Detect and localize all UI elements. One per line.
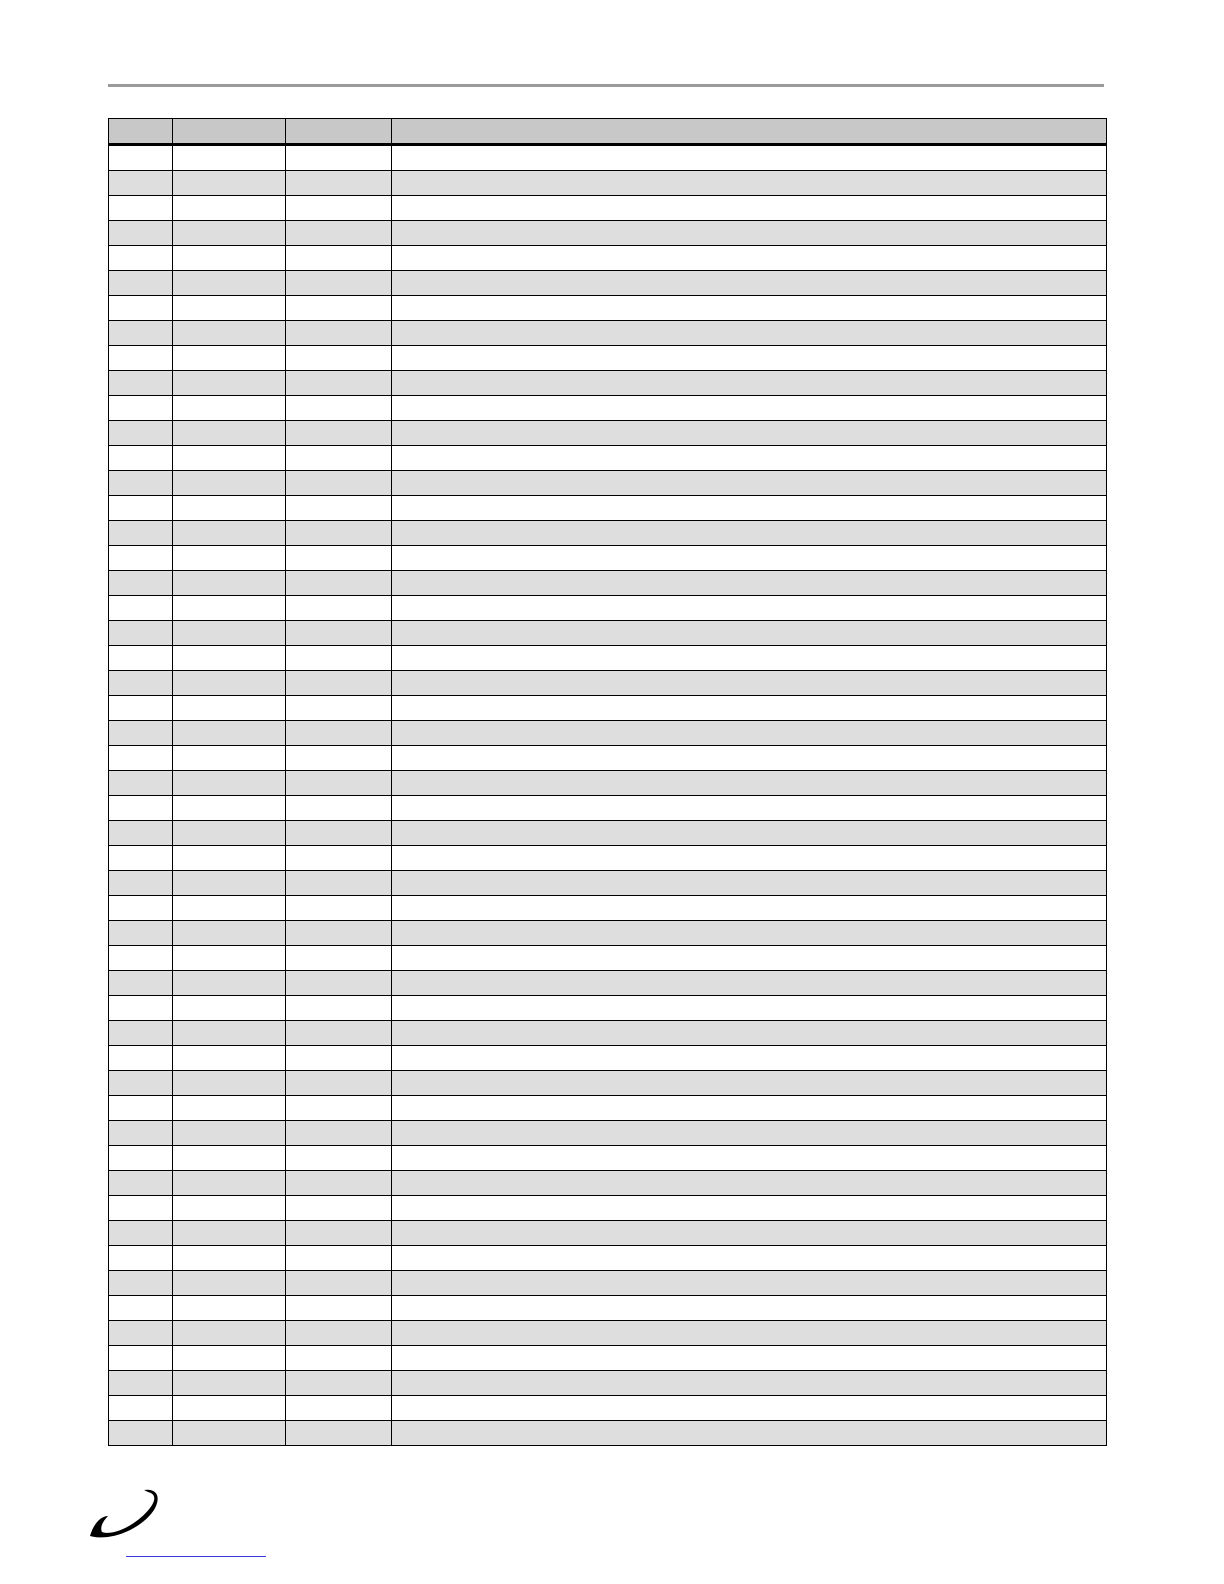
table-cell — [109, 221, 173, 246]
table-cell — [286, 346, 392, 371]
table-cell — [109, 846, 173, 871]
table-cell — [109, 421, 173, 446]
table-cell — [286, 921, 392, 946]
column-header — [109, 119, 173, 145]
table-cell — [173, 621, 286, 646]
table-cell — [392, 1371, 1107, 1396]
table-cell — [286, 1196, 392, 1221]
table-cell — [173, 596, 286, 621]
table-cell — [392, 646, 1107, 671]
table-cell — [109, 1421, 173, 1446]
table-cell — [392, 596, 1107, 621]
table-row — [109, 946, 1107, 971]
table-cell — [173, 946, 286, 971]
table-cell — [392, 321, 1107, 346]
table-cell — [286, 196, 392, 221]
table-cell — [286, 871, 392, 896]
table-cell — [392, 145, 1107, 171]
table-cell — [109, 1321, 173, 1346]
table-row — [109, 1271, 1107, 1296]
table-cell — [173, 396, 286, 421]
table-cell — [109, 521, 173, 546]
table-cell — [392, 1096, 1107, 1121]
table-cell — [286, 1346, 392, 1371]
header-rule — [108, 84, 1104, 87]
table-row — [109, 646, 1107, 671]
table-cell — [286, 596, 392, 621]
table-cell — [173, 371, 286, 396]
table-row — [109, 1396, 1107, 1421]
table-cell — [286, 221, 392, 246]
table-row — [109, 196, 1107, 221]
table-cell — [173, 145, 286, 171]
table-cell — [109, 145, 173, 171]
table-row — [109, 971, 1107, 996]
table-cell — [109, 321, 173, 346]
table-cell — [109, 1121, 173, 1146]
table-cell — [392, 521, 1107, 546]
table-cell — [286, 846, 392, 871]
table-cell — [173, 646, 286, 671]
table-cell — [173, 546, 286, 571]
table-cell — [286, 771, 392, 796]
table-cell — [173, 1346, 286, 1371]
table-cell — [286, 496, 392, 521]
table-cell — [173, 1146, 286, 1171]
data-table — [108, 118, 1107, 1446]
table-cell — [286, 996, 392, 1021]
table-cell — [392, 1146, 1107, 1171]
table-cell — [109, 1221, 173, 1246]
column-header — [392, 119, 1107, 145]
table-cell — [392, 1196, 1107, 1221]
table-cell — [173, 871, 286, 896]
table-cell — [109, 296, 173, 321]
table-cell — [392, 696, 1107, 721]
table-cell — [109, 1146, 173, 1171]
table-cell — [392, 446, 1107, 471]
table-cell — [173, 896, 286, 921]
table-cell — [286, 721, 392, 746]
table-cell — [392, 1421, 1107, 1446]
table-cell — [286, 321, 392, 346]
table-cell — [392, 571, 1107, 596]
table-row — [109, 621, 1107, 646]
table-row — [109, 271, 1107, 296]
table-cell — [109, 346, 173, 371]
table-row — [109, 421, 1107, 446]
table-cell — [109, 921, 173, 946]
table-cell — [392, 271, 1107, 296]
table-cell — [286, 371, 392, 396]
table-cell — [286, 271, 392, 296]
table-cell — [109, 546, 173, 571]
table-cell — [109, 871, 173, 896]
table-row — [109, 371, 1107, 396]
table-cell — [109, 1296, 173, 1321]
table-cell — [392, 671, 1107, 696]
table-cell — [286, 1221, 392, 1246]
table-row — [109, 671, 1107, 696]
table-cell — [109, 446, 173, 471]
table-cell — [392, 971, 1107, 996]
table-cell — [286, 521, 392, 546]
table-cell — [173, 571, 286, 596]
table-cell — [109, 471, 173, 496]
table-cell — [109, 821, 173, 846]
table-cell — [286, 1396, 392, 1421]
table-cell — [392, 221, 1107, 246]
table-cell — [392, 1346, 1107, 1371]
table-cell — [392, 1221, 1107, 1246]
table-header-row — [109, 119, 1107, 145]
table-cell — [109, 996, 173, 1021]
table-cell — [173, 996, 286, 1021]
table-cell — [392, 996, 1107, 1021]
table-cell — [173, 246, 286, 271]
table-cell — [109, 1046, 173, 1071]
table-cell — [109, 596, 173, 621]
table-row — [109, 521, 1107, 546]
table-row — [109, 996, 1107, 1021]
column-header — [173, 119, 286, 145]
table-cell — [392, 621, 1107, 646]
table-cell — [286, 946, 392, 971]
table-cell — [286, 1021, 392, 1046]
column-header — [286, 119, 392, 145]
table-cell — [286, 1321, 392, 1346]
table-cell — [392, 1046, 1107, 1071]
table-cell — [392, 1321, 1107, 1346]
table-cell — [109, 896, 173, 921]
table-cell — [286, 296, 392, 321]
table-cell — [392, 196, 1107, 221]
table-cell — [173, 1046, 286, 1071]
table-cell — [109, 721, 173, 746]
table-cell — [109, 1371, 173, 1396]
table-cell — [173, 796, 286, 821]
table-cell — [173, 671, 286, 696]
table-cell — [109, 796, 173, 821]
table-cell — [173, 171, 286, 196]
table-cell — [109, 1021, 173, 1046]
table-cell — [286, 471, 392, 496]
table-row — [109, 296, 1107, 321]
table-cell — [173, 446, 286, 471]
table-cell — [109, 771, 173, 796]
table-cell — [286, 1271, 392, 1296]
table-cell — [392, 896, 1107, 921]
table-cell — [173, 221, 286, 246]
table-cell — [109, 746, 173, 771]
table-cell — [392, 1021, 1107, 1046]
table-cell — [173, 1271, 286, 1296]
table-cell — [109, 1346, 173, 1371]
table-row — [109, 1296, 1107, 1321]
table-cell — [286, 571, 392, 596]
table-cell — [392, 946, 1107, 971]
table-row — [109, 171, 1107, 196]
table-cell — [109, 621, 173, 646]
table-cell — [173, 1021, 286, 1046]
table-cell — [173, 296, 286, 321]
table-cell — [392, 346, 1107, 371]
table-cell — [173, 1121, 286, 1146]
table-row — [109, 1096, 1107, 1121]
table-cell — [392, 496, 1107, 521]
table-row — [109, 145, 1107, 171]
table-row — [109, 496, 1107, 521]
table-cell — [173, 271, 286, 296]
table-cell — [392, 421, 1107, 446]
table-cell — [286, 1246, 392, 1271]
table-cell — [173, 1171, 286, 1196]
table-cell — [286, 1296, 392, 1321]
table-cell — [109, 1096, 173, 1121]
table-cell — [392, 871, 1107, 896]
table-cell — [173, 1371, 286, 1396]
table-cell — [173, 971, 286, 996]
table-cell — [286, 396, 392, 421]
table-cell — [286, 546, 392, 571]
table-cell — [173, 821, 286, 846]
table-cell — [286, 896, 392, 921]
table-cell — [173, 696, 286, 721]
table-row — [109, 471, 1107, 496]
table-cell — [392, 921, 1107, 946]
table-cell — [173, 1096, 286, 1121]
table-cell — [286, 1171, 392, 1196]
table-row — [109, 596, 1107, 621]
table-row — [109, 1346, 1107, 1371]
table-cell — [392, 171, 1107, 196]
table-cell — [286, 1146, 392, 1171]
table-cell — [109, 696, 173, 721]
table-cell — [173, 1396, 286, 1421]
table-cell — [109, 946, 173, 971]
table-cell — [173, 321, 286, 346]
table-row — [109, 246, 1107, 271]
table-cell — [173, 1196, 286, 1221]
table-cell — [286, 821, 392, 846]
table-cell — [109, 571, 173, 596]
table-row — [109, 346, 1107, 371]
table-cell — [173, 1421, 286, 1446]
table-cell — [392, 1071, 1107, 1096]
table-cell — [392, 396, 1107, 421]
table-body — [109, 145, 1107, 1446]
table-cell — [286, 1121, 392, 1146]
table-row — [109, 1021, 1107, 1046]
table-cell — [286, 646, 392, 671]
table-cell — [109, 171, 173, 196]
swoosh-logo-icon — [88, 1486, 162, 1544]
table-row — [109, 1246, 1107, 1271]
table-row — [109, 696, 1107, 721]
table-cell — [392, 246, 1107, 271]
table-cell — [286, 421, 392, 446]
table-cell — [286, 796, 392, 821]
table-row — [109, 771, 1107, 796]
table-row — [109, 846, 1107, 871]
table-row — [109, 571, 1107, 596]
table-cell — [286, 446, 392, 471]
table-cell — [109, 1196, 173, 1221]
table-cell — [286, 746, 392, 771]
table-cell — [392, 296, 1107, 321]
table-cell — [109, 371, 173, 396]
table-cell — [173, 1071, 286, 1096]
table-cell — [109, 971, 173, 996]
table-row — [109, 1371, 1107, 1396]
table-cell — [286, 1096, 392, 1121]
table-cell — [286, 171, 392, 196]
table-cell — [173, 1296, 286, 1321]
table-cell — [173, 1221, 286, 1246]
table-row — [109, 1121, 1107, 1146]
table-cell — [286, 696, 392, 721]
table-cell — [392, 846, 1107, 871]
table-row — [109, 1196, 1107, 1221]
table-cell — [173, 1246, 286, 1271]
table-cell — [109, 496, 173, 521]
table-cell — [173, 521, 286, 546]
table-row — [109, 871, 1107, 896]
table-cell — [392, 796, 1107, 821]
table-cell — [173, 921, 286, 946]
table-row — [109, 1221, 1107, 1246]
table-row — [109, 1321, 1107, 1346]
table-row — [109, 446, 1107, 471]
table-cell — [392, 771, 1107, 796]
table-row — [109, 921, 1107, 946]
table-cell — [392, 1246, 1107, 1271]
table-row — [109, 821, 1107, 846]
table-cell — [286, 971, 392, 996]
table-cell — [109, 646, 173, 671]
table-cell — [286, 246, 392, 271]
table-cell — [392, 821, 1107, 846]
table-cell — [109, 246, 173, 271]
table-row — [109, 221, 1107, 246]
table-cell — [286, 671, 392, 696]
table-row — [109, 1046, 1107, 1071]
table-cell — [286, 1071, 392, 1096]
table-cell — [109, 1271, 173, 1296]
table-row — [109, 1171, 1107, 1196]
table-cell — [109, 1246, 173, 1271]
table-cell — [173, 346, 286, 371]
table-cell — [173, 496, 286, 521]
table-cell — [173, 846, 286, 871]
table-cell — [109, 1171, 173, 1196]
table-cell — [173, 421, 286, 446]
table-cell — [286, 1046, 392, 1071]
table-row — [109, 1146, 1107, 1171]
table-cell — [109, 271, 173, 296]
table-row — [109, 1421, 1107, 1446]
table-cell — [392, 721, 1107, 746]
table-row — [109, 796, 1107, 821]
table-cell — [173, 196, 286, 221]
table-cell — [109, 396, 173, 421]
table-row — [109, 1071, 1107, 1096]
table-cell — [392, 1271, 1107, 1296]
table-cell — [109, 1071, 173, 1096]
table-cell — [286, 621, 392, 646]
table-cell — [173, 471, 286, 496]
table-cell — [392, 1396, 1107, 1421]
table-row — [109, 321, 1107, 346]
table-cell — [392, 546, 1107, 571]
table-cell — [392, 471, 1107, 496]
table-cell — [286, 1421, 392, 1446]
table-cell — [109, 671, 173, 696]
table-cell — [173, 1321, 286, 1346]
table-cell — [392, 1121, 1107, 1146]
table-row — [109, 546, 1107, 571]
table-cell — [173, 771, 286, 796]
table-cell — [109, 196, 173, 221]
table-cell — [392, 1171, 1107, 1196]
table-cell — [286, 1371, 392, 1396]
table-cell — [392, 1296, 1107, 1321]
table-cell — [392, 371, 1107, 396]
footer-link[interactable] — [126, 1556, 266, 1557]
table-row — [109, 896, 1107, 921]
table-cell — [109, 1396, 173, 1421]
table-cell — [173, 721, 286, 746]
table-cell — [173, 746, 286, 771]
table-cell — [392, 746, 1107, 771]
table-row — [109, 746, 1107, 771]
table-row — [109, 396, 1107, 421]
table-cell — [286, 145, 392, 171]
table-row — [109, 721, 1107, 746]
